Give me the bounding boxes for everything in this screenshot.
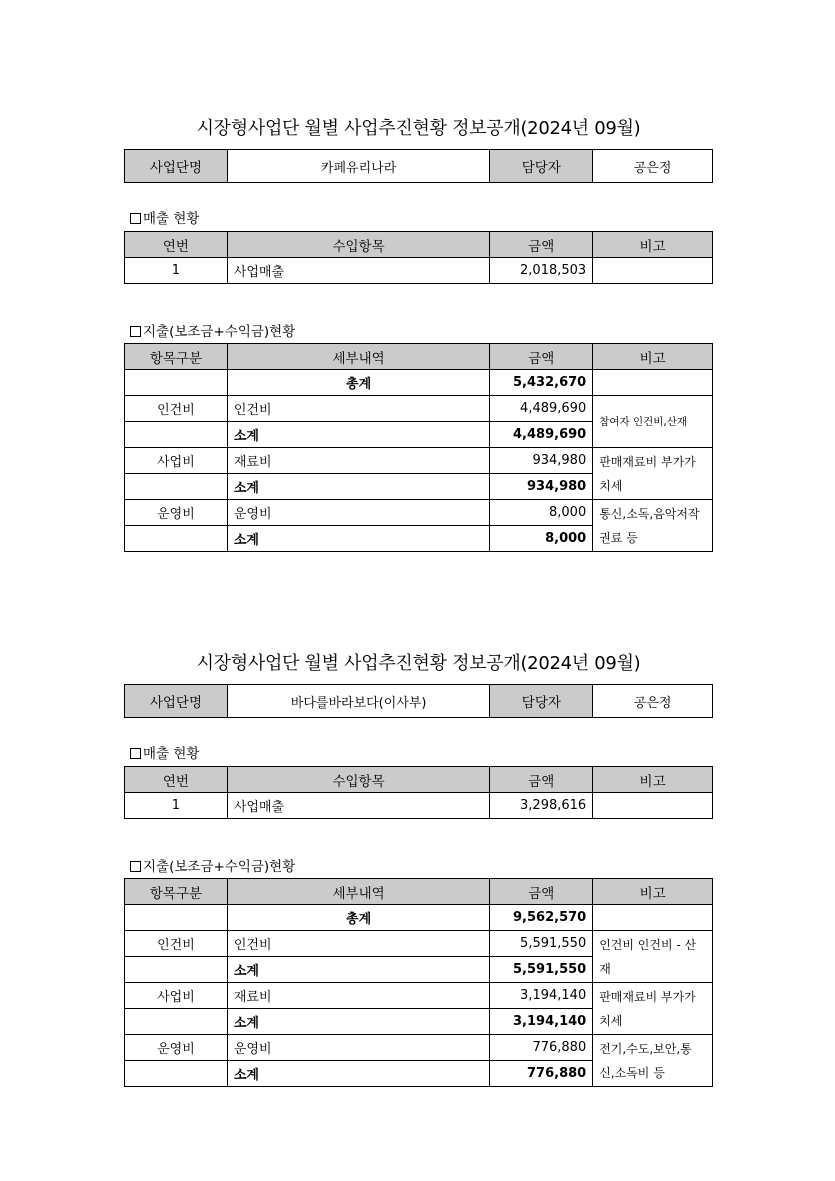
total-label: 총계 — [227, 905, 489, 931]
row-number: 1 — [125, 793, 228, 819]
total-row — [125, 905, 713, 931]
category-cell: 운영비 — [125, 1035, 228, 1061]
sales-header-row — [125, 232, 713, 258]
table-row — [125, 931, 713, 957]
column-header: 금액 — [490, 232, 593, 258]
total-row — [125, 370, 713, 396]
remark: 통신,소독,음악저작권료 등 — [593, 500, 713, 552]
report-title: 시장형사업단 월별 사업추진현황 정보공개(2024년 09월) — [196, 653, 641, 674]
table-row — [125, 793, 713, 819]
column-header: 수입항목 — [227, 232, 489, 258]
subtotal-amount: 776,880 — [490, 1061, 593, 1087]
subtotal-amount: 934,980 — [490, 474, 593, 500]
subtotal-label: 소계 — [227, 526, 489, 552]
column-header: 금액 — [490, 344, 593, 370]
category-cell — [125, 370, 228, 396]
remark — [593, 370, 713, 396]
column-header: 세부내역 — [227, 879, 489, 905]
business-name-value: 바다를바라보다(이사부) — [227, 685, 490, 718]
amount: 776,880 — [490, 1035, 593, 1061]
column-header: 항목구분 — [125, 344, 228, 370]
table-row — [125, 396, 713, 422]
report-title: 시장형사업단 월별 사업추진현황 정보공개(2024년 09월) — [196, 118, 641, 139]
manager-value: 공은정 — [593, 150, 713, 183]
amount: 4,489,690 — [490, 396, 593, 422]
column-header: 세부내역 — [227, 344, 489, 370]
subtotal-label: 소계 — [227, 474, 489, 500]
detail-item: 운영비 — [227, 500, 489, 526]
total-label: 총계 — [227, 370, 489, 396]
table-row — [125, 448, 713, 474]
column-header: 비고 — [593, 344, 713, 370]
remark: 판매재료비 부가가치세 — [593, 448, 713, 500]
business-name-label: 사업단명 — [125, 150, 228, 183]
remark — [593, 905, 713, 931]
amount: 8,000 — [490, 500, 593, 526]
category-cell: 인건비 — [125, 931, 228, 957]
income-item: 사업매출 — [227, 793, 489, 819]
subtotal-amount: 8,000 — [490, 526, 593, 552]
amount: 934,980 — [490, 448, 593, 474]
checkbox-square-icon — [130, 748, 141, 759]
category-cell — [125, 422, 228, 448]
detail-item: 인건비 — [227, 396, 489, 422]
sales-heading: 매출 현황 — [130, 742, 199, 762]
column-header: 금액 — [490, 879, 593, 905]
detail-item: 재료비 — [227, 983, 489, 1009]
remark — [593, 258, 713, 284]
detail-item: 인건비 — [227, 931, 489, 957]
category-cell — [125, 957, 228, 983]
table-row — [125, 500, 713, 526]
remark: 판매재료비 부가가치세 — [593, 983, 713, 1035]
category-cell — [125, 905, 228, 931]
sales-table — [124, 231, 713, 284]
column-header: 항목구분 — [125, 879, 228, 905]
amount: 2,018,503 — [490, 258, 593, 284]
column-header: 비고 — [593, 879, 713, 905]
subtotal-amount: 5,591,550 — [490, 957, 593, 983]
subtotal-label: 소계 — [227, 1061, 489, 1087]
checkbox-square-icon — [130, 326, 141, 337]
category-cell: 사업비 — [125, 983, 228, 1009]
detail-item: 재료비 — [227, 448, 489, 474]
sales-header-row — [125, 767, 713, 793]
expense-header-row — [125, 344, 713, 370]
manager-label: 담당자 — [490, 150, 593, 183]
subtotal-amount: 3,194,140 — [490, 1009, 593, 1035]
column-header: 연번 — [125, 232, 228, 258]
column-header: 수입항목 — [227, 767, 489, 793]
subtotal-amount: 4,489,690 — [490, 422, 593, 448]
amount: 3,298,616 — [490, 793, 593, 819]
row-number: 1 — [125, 258, 228, 284]
column-header: 비고 — [593, 767, 713, 793]
category-cell — [125, 526, 228, 552]
category-cell: 운영비 — [125, 500, 228, 526]
expense-heading: 지출(보조금+수익금)현황 — [130, 320, 295, 340]
sales-table — [124, 766, 713, 819]
business-name-label: 사업단명 — [125, 685, 228, 718]
expense-header-row — [125, 879, 713, 905]
category-cell — [125, 1061, 228, 1087]
remark: 참여자 인건비,산재 — [593, 396, 713, 448]
manager-label: 담당자 — [490, 685, 593, 718]
detail-item: 운영비 — [227, 1035, 489, 1061]
subtotal-label: 소계 — [227, 1009, 489, 1035]
table-row — [125, 258, 713, 284]
category-cell — [125, 1009, 228, 1035]
subtotal-label: 소계 — [227, 957, 489, 983]
subtotal-label: 소계 — [227, 422, 489, 448]
expense-heading: 지출(보조금+수익금)현황 — [130, 855, 295, 875]
column-header: 금액 — [490, 767, 593, 793]
checkbox-square-icon — [130, 213, 141, 224]
category-cell: 인건비 — [125, 396, 228, 422]
table-row — [125, 1035, 713, 1061]
category-cell: 사업비 — [125, 448, 228, 474]
remark — [593, 793, 713, 819]
total-amount: 9,562,570 — [490, 905, 593, 931]
category-cell — [125, 474, 228, 500]
expense-table — [124, 343, 713, 552]
table-row — [125, 983, 713, 1009]
sales-heading: 매출 현황 — [130, 207, 199, 227]
income-item: 사업매출 — [227, 258, 489, 284]
total-amount: 5,432,670 — [490, 370, 593, 396]
amount: 3,194,140 — [490, 983, 593, 1009]
remark: 전기,수도,보안,통신,소독비 등 — [593, 1035, 713, 1087]
checkbox-square-icon — [130, 861, 141, 872]
business-name-value: 카페유리나라 — [227, 150, 489, 183]
column-header: 연번 — [125, 767, 228, 793]
column-header: 비고 — [593, 232, 713, 258]
manager-value: 공은정 — [593, 685, 713, 718]
business-info-table — [124, 684, 713, 718]
business-info-table — [124, 149, 713, 183]
expense-table — [124, 878, 713, 1087]
remark: 인건비 인건비 - 산재 — [593, 931, 713, 983]
amount: 5,591,550 — [490, 931, 593, 957]
